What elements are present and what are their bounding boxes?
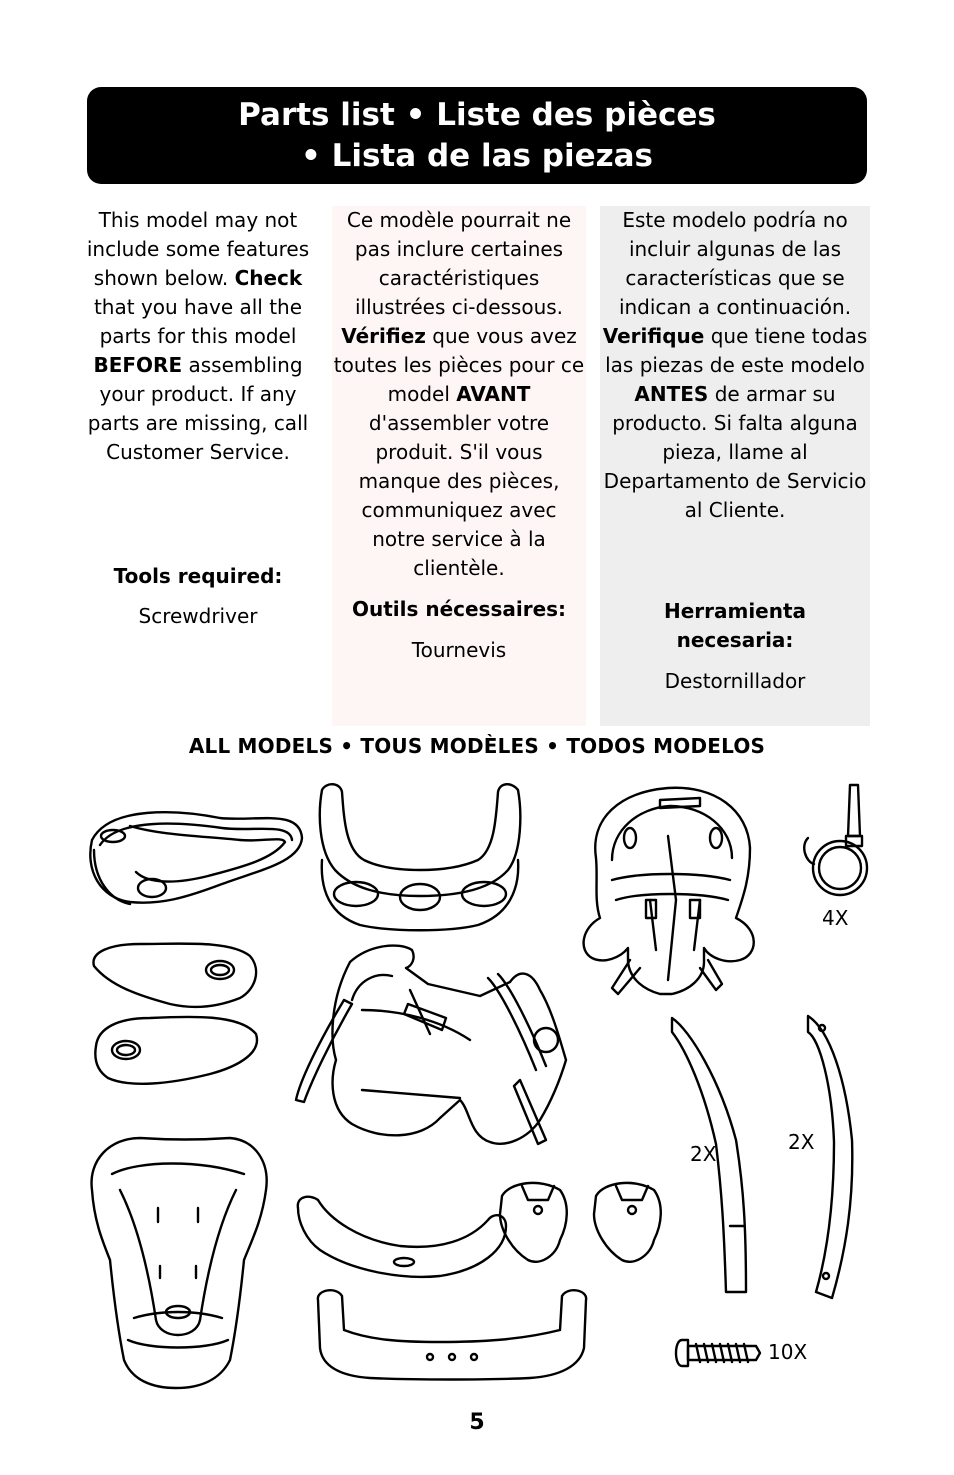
french-tools-value: Tournevis [411, 638, 507, 662]
rear-leg-illustration [808, 1016, 852, 1298]
french-intro: Ce modèle pourrait ne pas inclure certaines caractéristiques illustrées ci-dessous. Vérifiez que vous avez toutes les pièces pour ce model AVANT d'assembler votre produit. S'il vous manque des pièces, communiquez avec notre service à la clientèle. [333, 208, 585, 580]
title-line-1: Parts list • Liste des pièces [238, 96, 716, 133]
english-tools-heading: Tools required: [113, 564, 283, 588]
footrest-illustration [320, 784, 520, 930]
all-models-heading: ALL MODELS • TOUS MODÈLES • TODOS MODELOS [188, 734, 766, 758]
caster-illustration [804, 785, 867, 895]
rear-legs-quantity: 2X [788, 1130, 815, 1154]
base-bar-illustration [318, 1290, 586, 1379]
screws-quantity: 10X [768, 1340, 808, 1364]
spanish-tools-heading: Herramienta necesaria: [663, 599, 807, 652]
page-number: 5 [469, 1410, 485, 1435]
french-tools-heading: Outils nécessaires: [351, 597, 567, 621]
front-legs-quantity: 2X [690, 1142, 717, 1166]
seat-bar-illustration [298, 1197, 506, 1277]
tray-illustration [90, 812, 302, 904]
english-intro: This model may not include some features shown below. Check that you have all the parts for this model BEFORE assembling your product. If any parts are missing, call Customer Service. [86, 208, 310, 464]
screw-illustration [676, 1340, 760, 1366]
spanish-tools-value: Destornillador [664, 669, 806, 693]
seat-frame-illustration [296, 946, 566, 1144]
seat-pad-illustration [92, 1138, 267, 1388]
english-tools-value: Screwdriver [138, 604, 258, 628]
hinge-brackets-illustration [500, 1183, 661, 1262]
side-panels-illustration [93, 944, 256, 1084]
seat-back-illustration [584, 788, 754, 994]
casters-quantity: 4X [822, 906, 849, 930]
title-line-2: • Lista de las piezas [300, 137, 654, 174]
spanish-intro: Este modelo podría no incluir algunas de las características que se indican a continuación. Verifique que tiene todas las piezas de este modelo ANTES de armar su producto. Si falta alguna pieza, llame al Departamento de Servicio al Cliente. [602, 208, 868, 522]
